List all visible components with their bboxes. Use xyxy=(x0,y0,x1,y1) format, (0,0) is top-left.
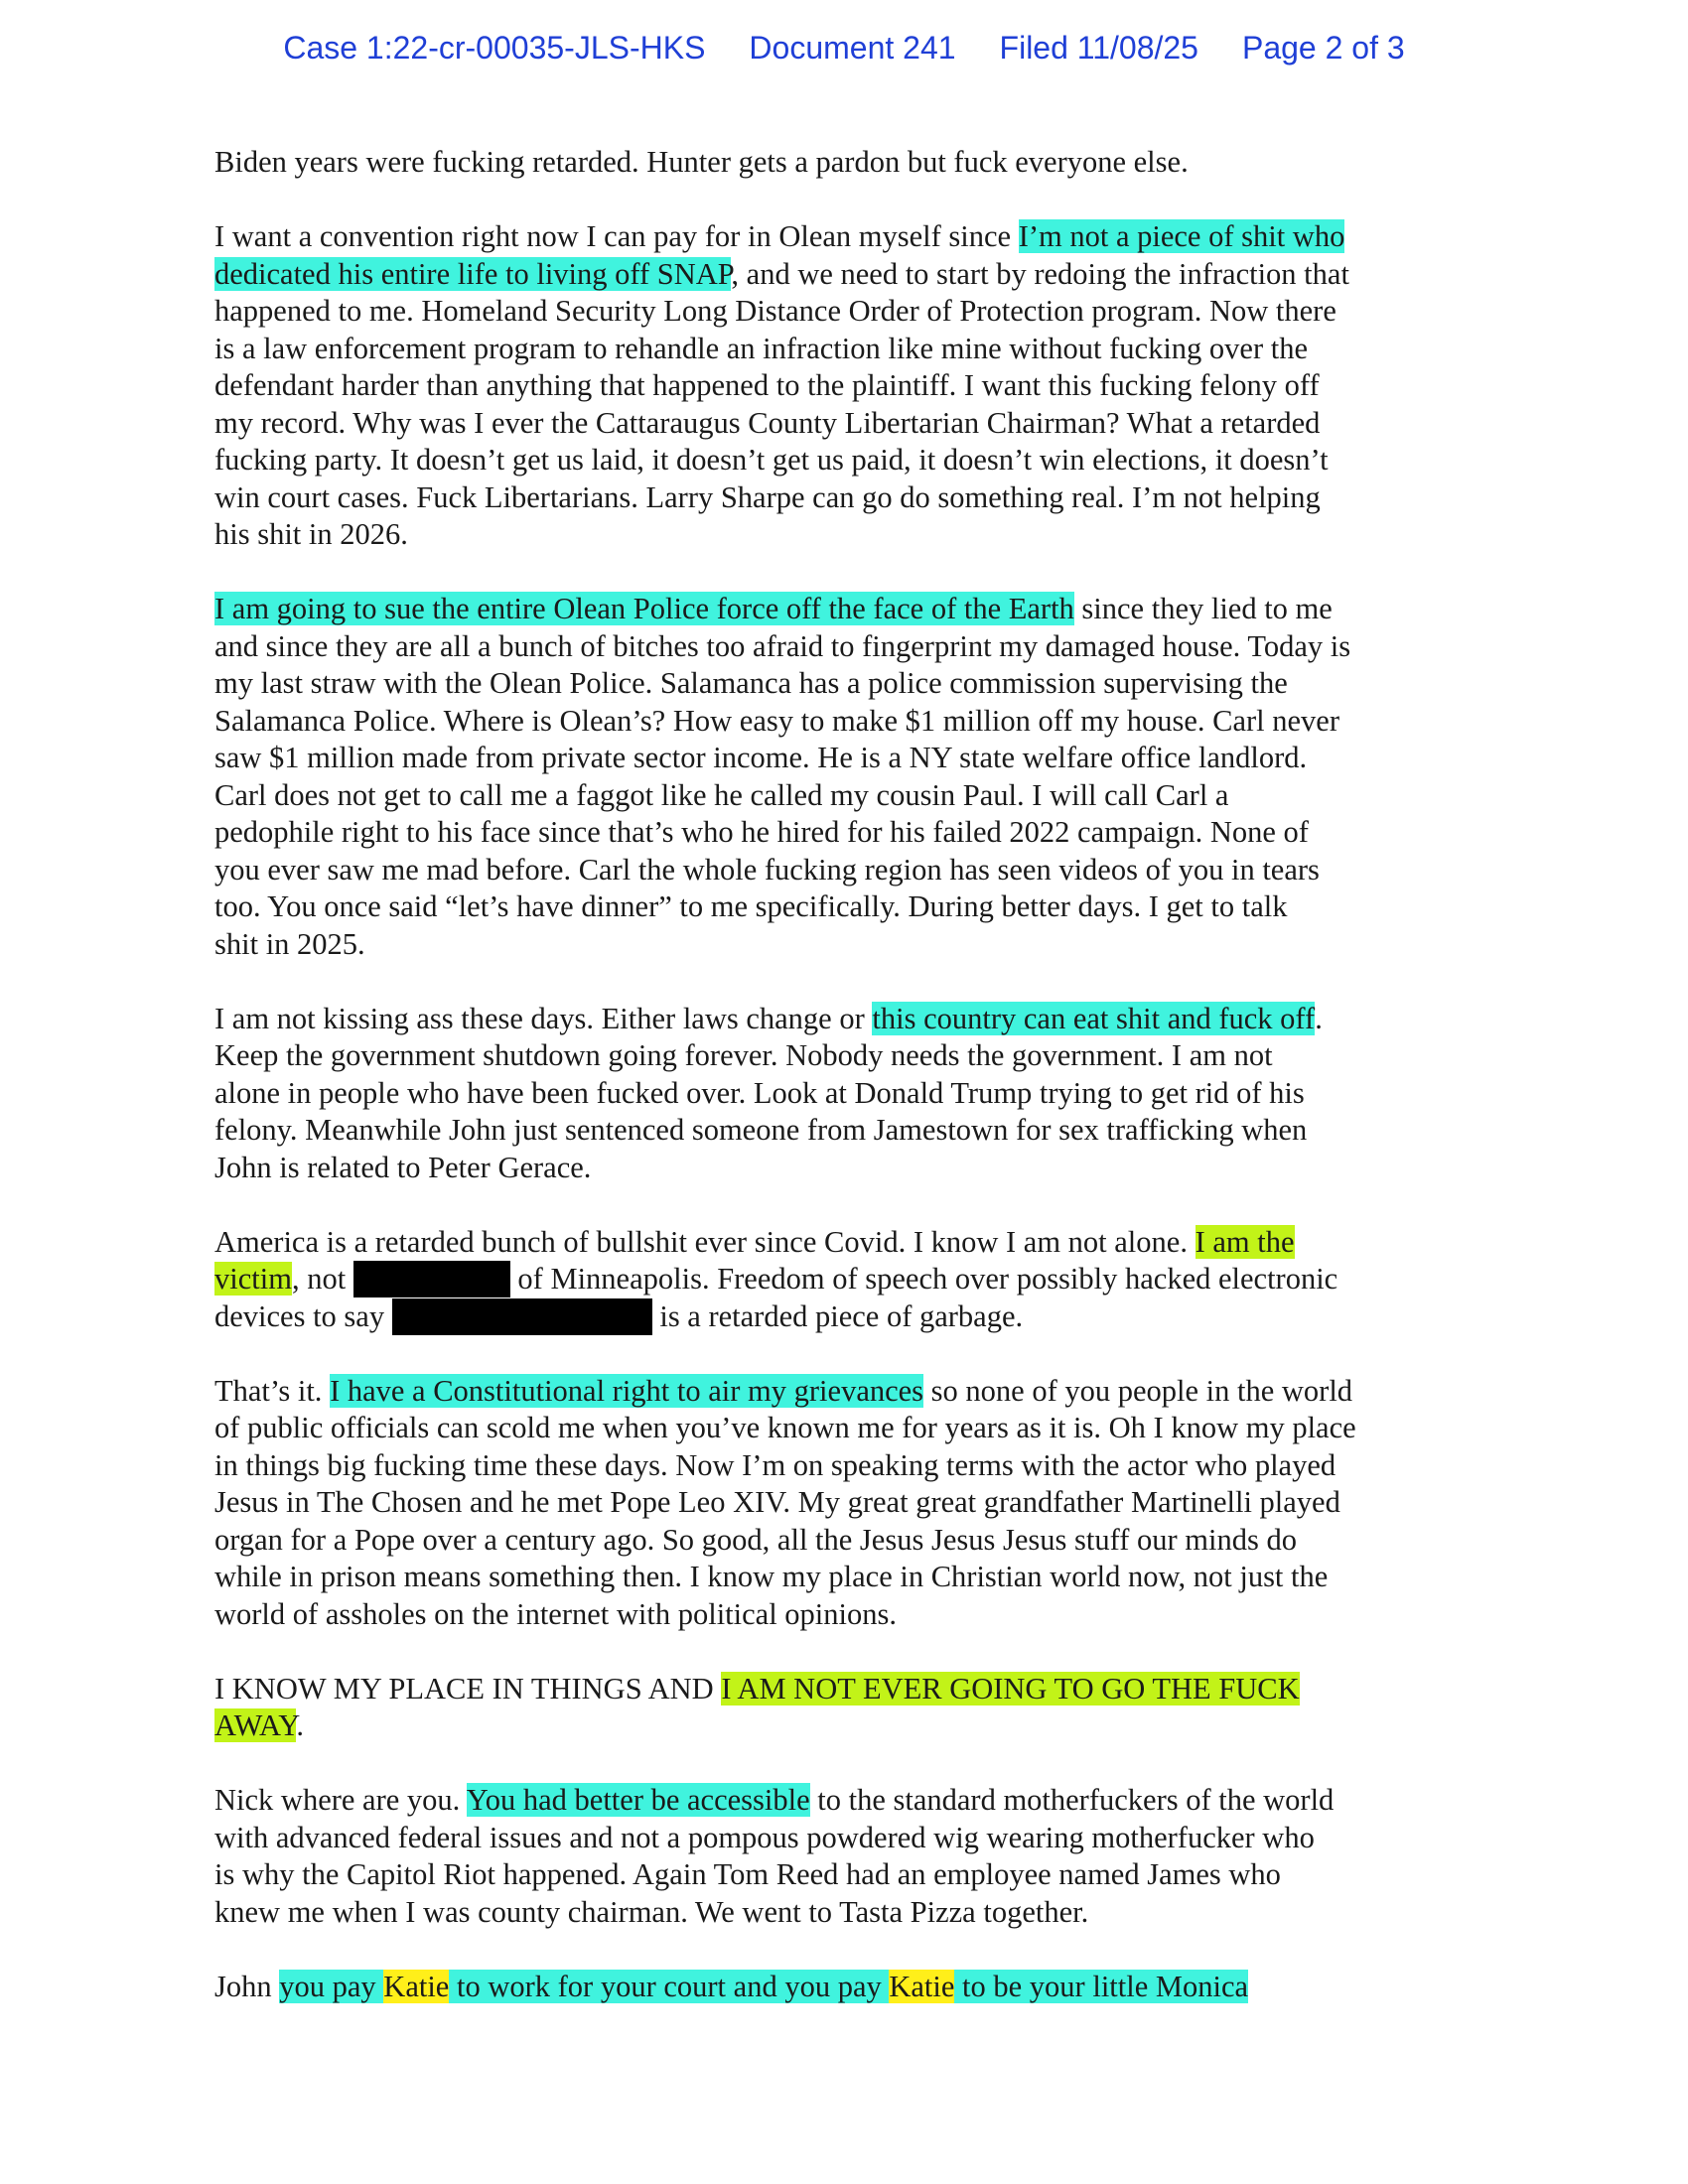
text-line: his shit in 2026. xyxy=(214,517,408,551)
text-line xyxy=(214,591,1485,628)
text-line: and since they are all a bunch of bitches too afraid to fingerprint my damaged house. Today is xyxy=(214,628,1351,663)
case-header xyxy=(0,30,1688,67)
lime-highlight: AWAY xyxy=(214,1708,297,1742)
text-segment: John xyxy=(214,1969,280,2003)
text-line xyxy=(214,1001,1485,1038)
text-line: while in prison means something then. I know my place in Christian world now, not just the xyxy=(214,1560,1329,1593)
text-line xyxy=(214,1373,1485,1411)
cyan-highlight: to be your little Monica xyxy=(954,1969,1249,2003)
text-segment: I am not kissing ass these days. Either laws change or xyxy=(214,1001,873,1035)
paragraph xyxy=(214,1969,1485,2006)
paragraph xyxy=(214,1671,1485,1745)
cyan-highlight: I’m not a piece of shit who xyxy=(1018,219,1345,253)
lime-highlight: I am the xyxy=(1195,1224,1295,1259)
cyan-highlight: to work for your court and you pay xyxy=(449,1969,890,2003)
text-line: felony. Meanwhile John just sentenced someone from Jamestown for sex trafficking when xyxy=(214,1113,1308,1147)
text-segment: I KNOW MY PLACE IN THINGS AND xyxy=(214,1671,722,1706)
text-segment: . xyxy=(1315,1001,1323,1035)
text-segment: Nick where are you. xyxy=(214,1783,467,1817)
redaction-box xyxy=(392,1298,652,1335)
text-line xyxy=(214,1298,1485,1336)
cyan-highlight: you pay xyxy=(279,1969,384,2003)
text-segment: America is a retarded bunch of bullshit ever since Covid. I know I am not alone. xyxy=(214,1224,1196,1259)
text-line xyxy=(214,218,1485,256)
text-line: happened to me. Homeland Security Long Distance Order of Protection program. Now there xyxy=(214,294,1336,328)
text-segment: so none of you people in the world xyxy=(923,1373,1353,1408)
text-line: pedophile right to his face since that’s who he hired for his failed 2022 campaign. None of xyxy=(214,815,1309,849)
text-line: organ for a Pope over a century ago. So good, all the Jesus Jesus Jesus stuff our minds do xyxy=(214,1522,1297,1557)
case-number: Case 1:22-cr-00035-JLS-HKS xyxy=(283,30,706,66)
cyan-highlight: You had better be accessible xyxy=(466,1783,810,1817)
text-line: knew me when I was county chairman. We went to Tasta Pizza together. xyxy=(214,1894,1089,1929)
text-line: is a law enforcement program to rehandle an infraction like mine without fucking over the xyxy=(214,331,1309,365)
lime-highlight: victim xyxy=(214,1262,292,1296)
text-line: is why the Capitol Riot happened. Again Tom Reed had an employee named James who xyxy=(214,1857,1281,1891)
text-line xyxy=(214,256,1485,294)
document-number: Document 241 xyxy=(749,30,956,66)
text-line: in things big fucking time these days. Now I’m on speaking terms with the actor who played xyxy=(214,1447,1336,1482)
text-line: of public officials can scold me when you’ve known me for years as it is. Oh I know my place xyxy=(214,1411,1356,1444)
text-line: Biden years were fucking retarded. Hunter gets a pardon but fuck everyone else. xyxy=(214,145,1189,179)
text-segment: That’s it. xyxy=(214,1373,331,1408)
text-line: saw $1 million made from private sector income. He is a NY state welfare office landlord. xyxy=(214,741,1308,774)
text-line: world of assholes on the internet with political opinions. xyxy=(214,1596,897,1631)
text-segment: , not xyxy=(291,1262,353,1296)
paragraph xyxy=(214,144,1485,182)
text-line: you ever saw me mad before. Carl the whole fucking region has seen videos of you in tears xyxy=(214,852,1320,887)
text-line: with advanced federal issues and not a pompous powdered wig wearing motherfucker who xyxy=(214,1820,1315,1854)
filed-date: Filed 11/08/25 xyxy=(999,30,1198,66)
text-line xyxy=(214,1224,1485,1262)
text-line: my last straw with the Olean Police. Salamanca has a police commission supervising the xyxy=(214,666,1288,700)
document-body xyxy=(214,144,1485,2043)
yellow-highlight: Katie xyxy=(383,1969,450,2003)
paragraph xyxy=(214,591,1485,963)
text-line: alone in people who have been fucked over. Look at Donald Trump trying to get rid of his xyxy=(214,1075,1305,1110)
cyan-highlight: I have a Constitutional right to air my grievances xyxy=(330,1373,924,1408)
redaction-box xyxy=(353,1261,510,1297)
text-segment: . xyxy=(296,1708,304,1742)
text-segment: devices to say xyxy=(214,1298,392,1333)
text-line: Jesus in The Chosen and he met Pope Leo XIV. My great great grandfather Martinelli played xyxy=(214,1485,1340,1519)
text-segment: is a retarded piece of garbage. xyxy=(651,1298,1024,1333)
yellow-highlight: Katie xyxy=(889,1969,955,2003)
text-line: my record. Why was I ever the Cattaraugus County Libertarian Chairman? What a retarded xyxy=(214,405,1321,440)
page-number: Page 2 of 3 xyxy=(1241,30,1405,66)
text-line xyxy=(214,1671,1485,1708)
text-line: Salamanca Police. Where is Olean’s? How easy to make $1 million off my house. Carl never xyxy=(214,703,1339,738)
text-segment: , and we need to start by redoing the infraction that xyxy=(731,256,1349,291)
text-line xyxy=(214,1969,1485,2006)
cyan-highlight: I am going to sue the entire Olean Police force off the face of the Earth xyxy=(214,592,1074,625)
text-segment: I want a convention right now I can pay for in Olean myself since xyxy=(214,219,1019,253)
paragraph xyxy=(214,1224,1485,1336)
text-line xyxy=(214,1707,1485,1745)
lime-highlight: I AM NOT EVER GOING TO GO THE FUCK xyxy=(721,1671,1300,1706)
text-segment: since they lied to me xyxy=(1073,592,1333,625)
text-line: fucking party. It doesn’t get us laid, it doesn’t get us paid, it doesn’t win elections, it doesn’t xyxy=(214,443,1329,477)
text-line: win court cases. Fuck Libertarians. Larry Sharpe can go do something real. I’m not helping xyxy=(214,479,1321,514)
paragraph xyxy=(214,1782,1485,1931)
text-line xyxy=(214,1261,1485,1298)
text-line: defendant harder than anything that happened to the plaintiff. I want this fucking felony off xyxy=(214,368,1320,402)
text-line: Keep the government shutdown going forever. Nobody needs the government. I am not xyxy=(214,1038,1273,1072)
text-line: John is related to Peter Gerace. xyxy=(214,1150,592,1184)
paragraph xyxy=(214,1373,1485,1634)
text-line: shit in 2025. xyxy=(214,926,365,961)
text-segment: of Minneapolis. Freedom of speech over possibly hacked electronic xyxy=(509,1262,1338,1296)
cyan-highlight: dedicated his entire life to living off SNAP xyxy=(214,256,732,291)
text-segment: to the standard motherfuckers of the world xyxy=(809,1783,1335,1817)
text-line xyxy=(214,1782,1485,1820)
cyan-highlight: this country can eat shit and fuck off xyxy=(872,1001,1316,1035)
paragraph xyxy=(214,218,1485,554)
text-line: too. You once said “let’s have dinner” to me specifically. During better days. I get to talk xyxy=(214,889,1288,923)
text-line: Carl does not get to call me a faggot like he called my cousin Paul. I will call Carl a xyxy=(214,777,1229,812)
paragraph xyxy=(214,1001,1485,1187)
